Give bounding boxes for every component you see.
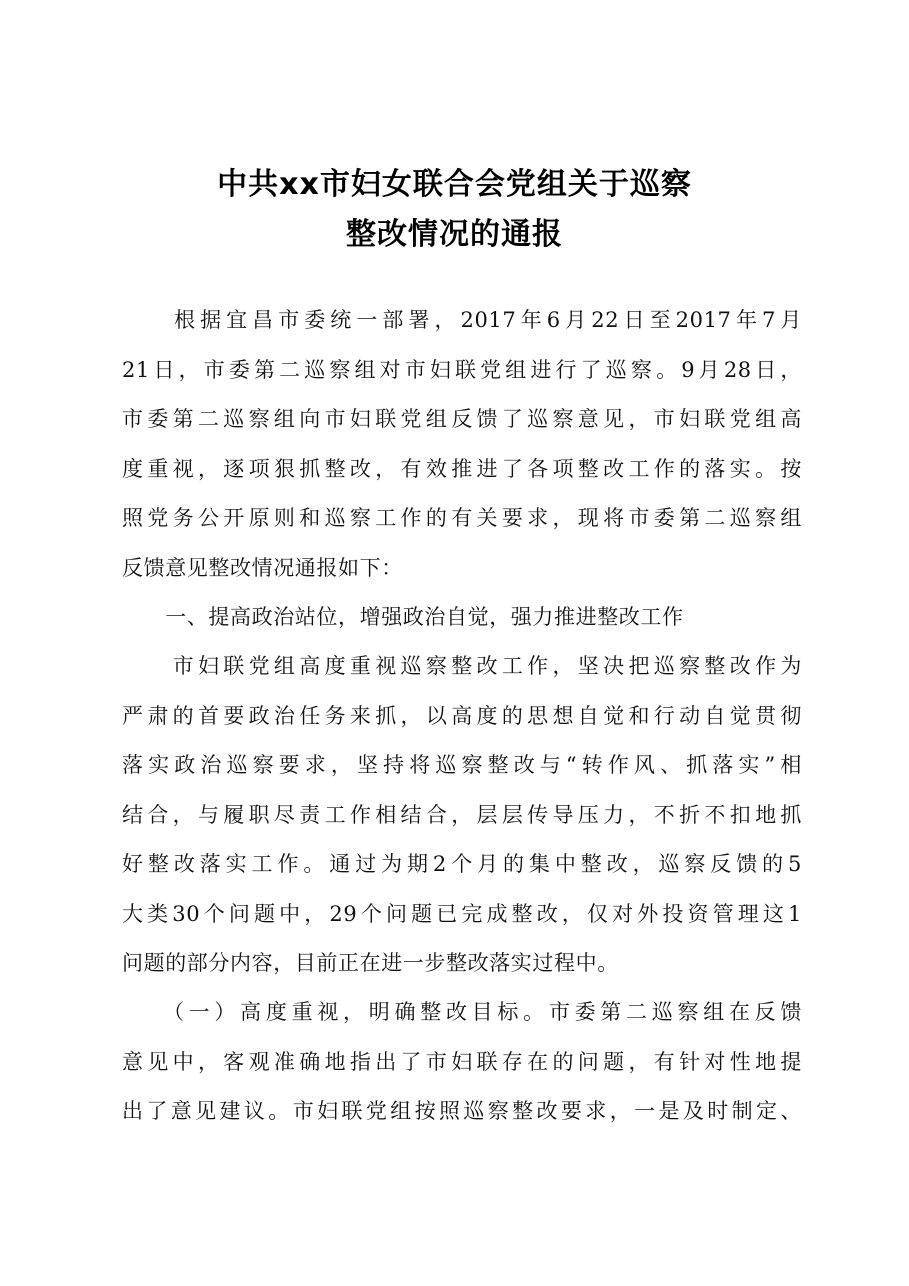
text-line: 度重视，逐项狠抓整改，有效推进了各项整改工作的落实。按 (122, 456, 802, 481)
document-title-line-1: 中共xx市妇女联合会党组关于巡察 (217, 167, 692, 202)
text-line: 严肃的首要政治任务来抓，以高度的思想自觉和行动自觉贯彻 (122, 703, 802, 728)
text-line: 根据宜昌市委统一部署，2017年6月22日至2017年7月 (122, 308, 802, 332)
paragraph-intro (122, 296, 802, 593)
text-line: 意见中，客观准确地指出了市妇联存在的问题，有针对性地提 (122, 1049, 802, 1074)
text-line: 照党务公开原则和巡察工作的有关要求，现将市委第二巡察组 (122, 506, 802, 530)
text-line: 出了意见建议。市妇联党组按照巡察整改要求，一是及时制定、 (122, 1099, 802, 1123)
document-title-line-2: 整改情况的通报 (346, 217, 563, 252)
text-line: 反馈意见整改情况通报如下： (122, 555, 403, 580)
text-line: 结合，与履职尽责工作相结合，层层传导压力，不折不扣地抓 (122, 802, 802, 827)
text-line: 好整改落实工作。通过为期2个月的集中整改，巡察反馈的5 (122, 852, 802, 876)
text-line: 大类30个问题中，29个问题已完成整改，仅对外投资管理这1 (122, 901, 802, 926)
text-line: 市委第二巡察组向市妇联党组反馈了巡察意见，市妇联党组高 (122, 407, 802, 431)
paragraph-overview (122, 642, 802, 989)
section-heading-text: 一、提高政治站位，增强政治自觉，强力推进整改工作 (122, 605, 684, 629)
section-heading-1 (122, 593, 802, 643)
text-line: 21日，市委第二巡察组对市妇联党组进行了巡察。9月28日， (122, 357, 802, 382)
paragraph-subsection-1 (122, 988, 802, 1137)
text-line: （一）高度重视，明确整改目标。市委第二巡察组在反馈 (122, 1000, 802, 1024)
text-line: 市妇联党组高度重视巡察整改工作，坚决把巡察整改作为 (122, 654, 802, 678)
text-line: 问题的部分内容，目前正在进一步整改落实过程中。 (122, 951, 619, 975)
text-line: 落实政治巡察要求，坚持将巡察整改与“转作风、抓落实”相 (122, 753, 802, 777)
